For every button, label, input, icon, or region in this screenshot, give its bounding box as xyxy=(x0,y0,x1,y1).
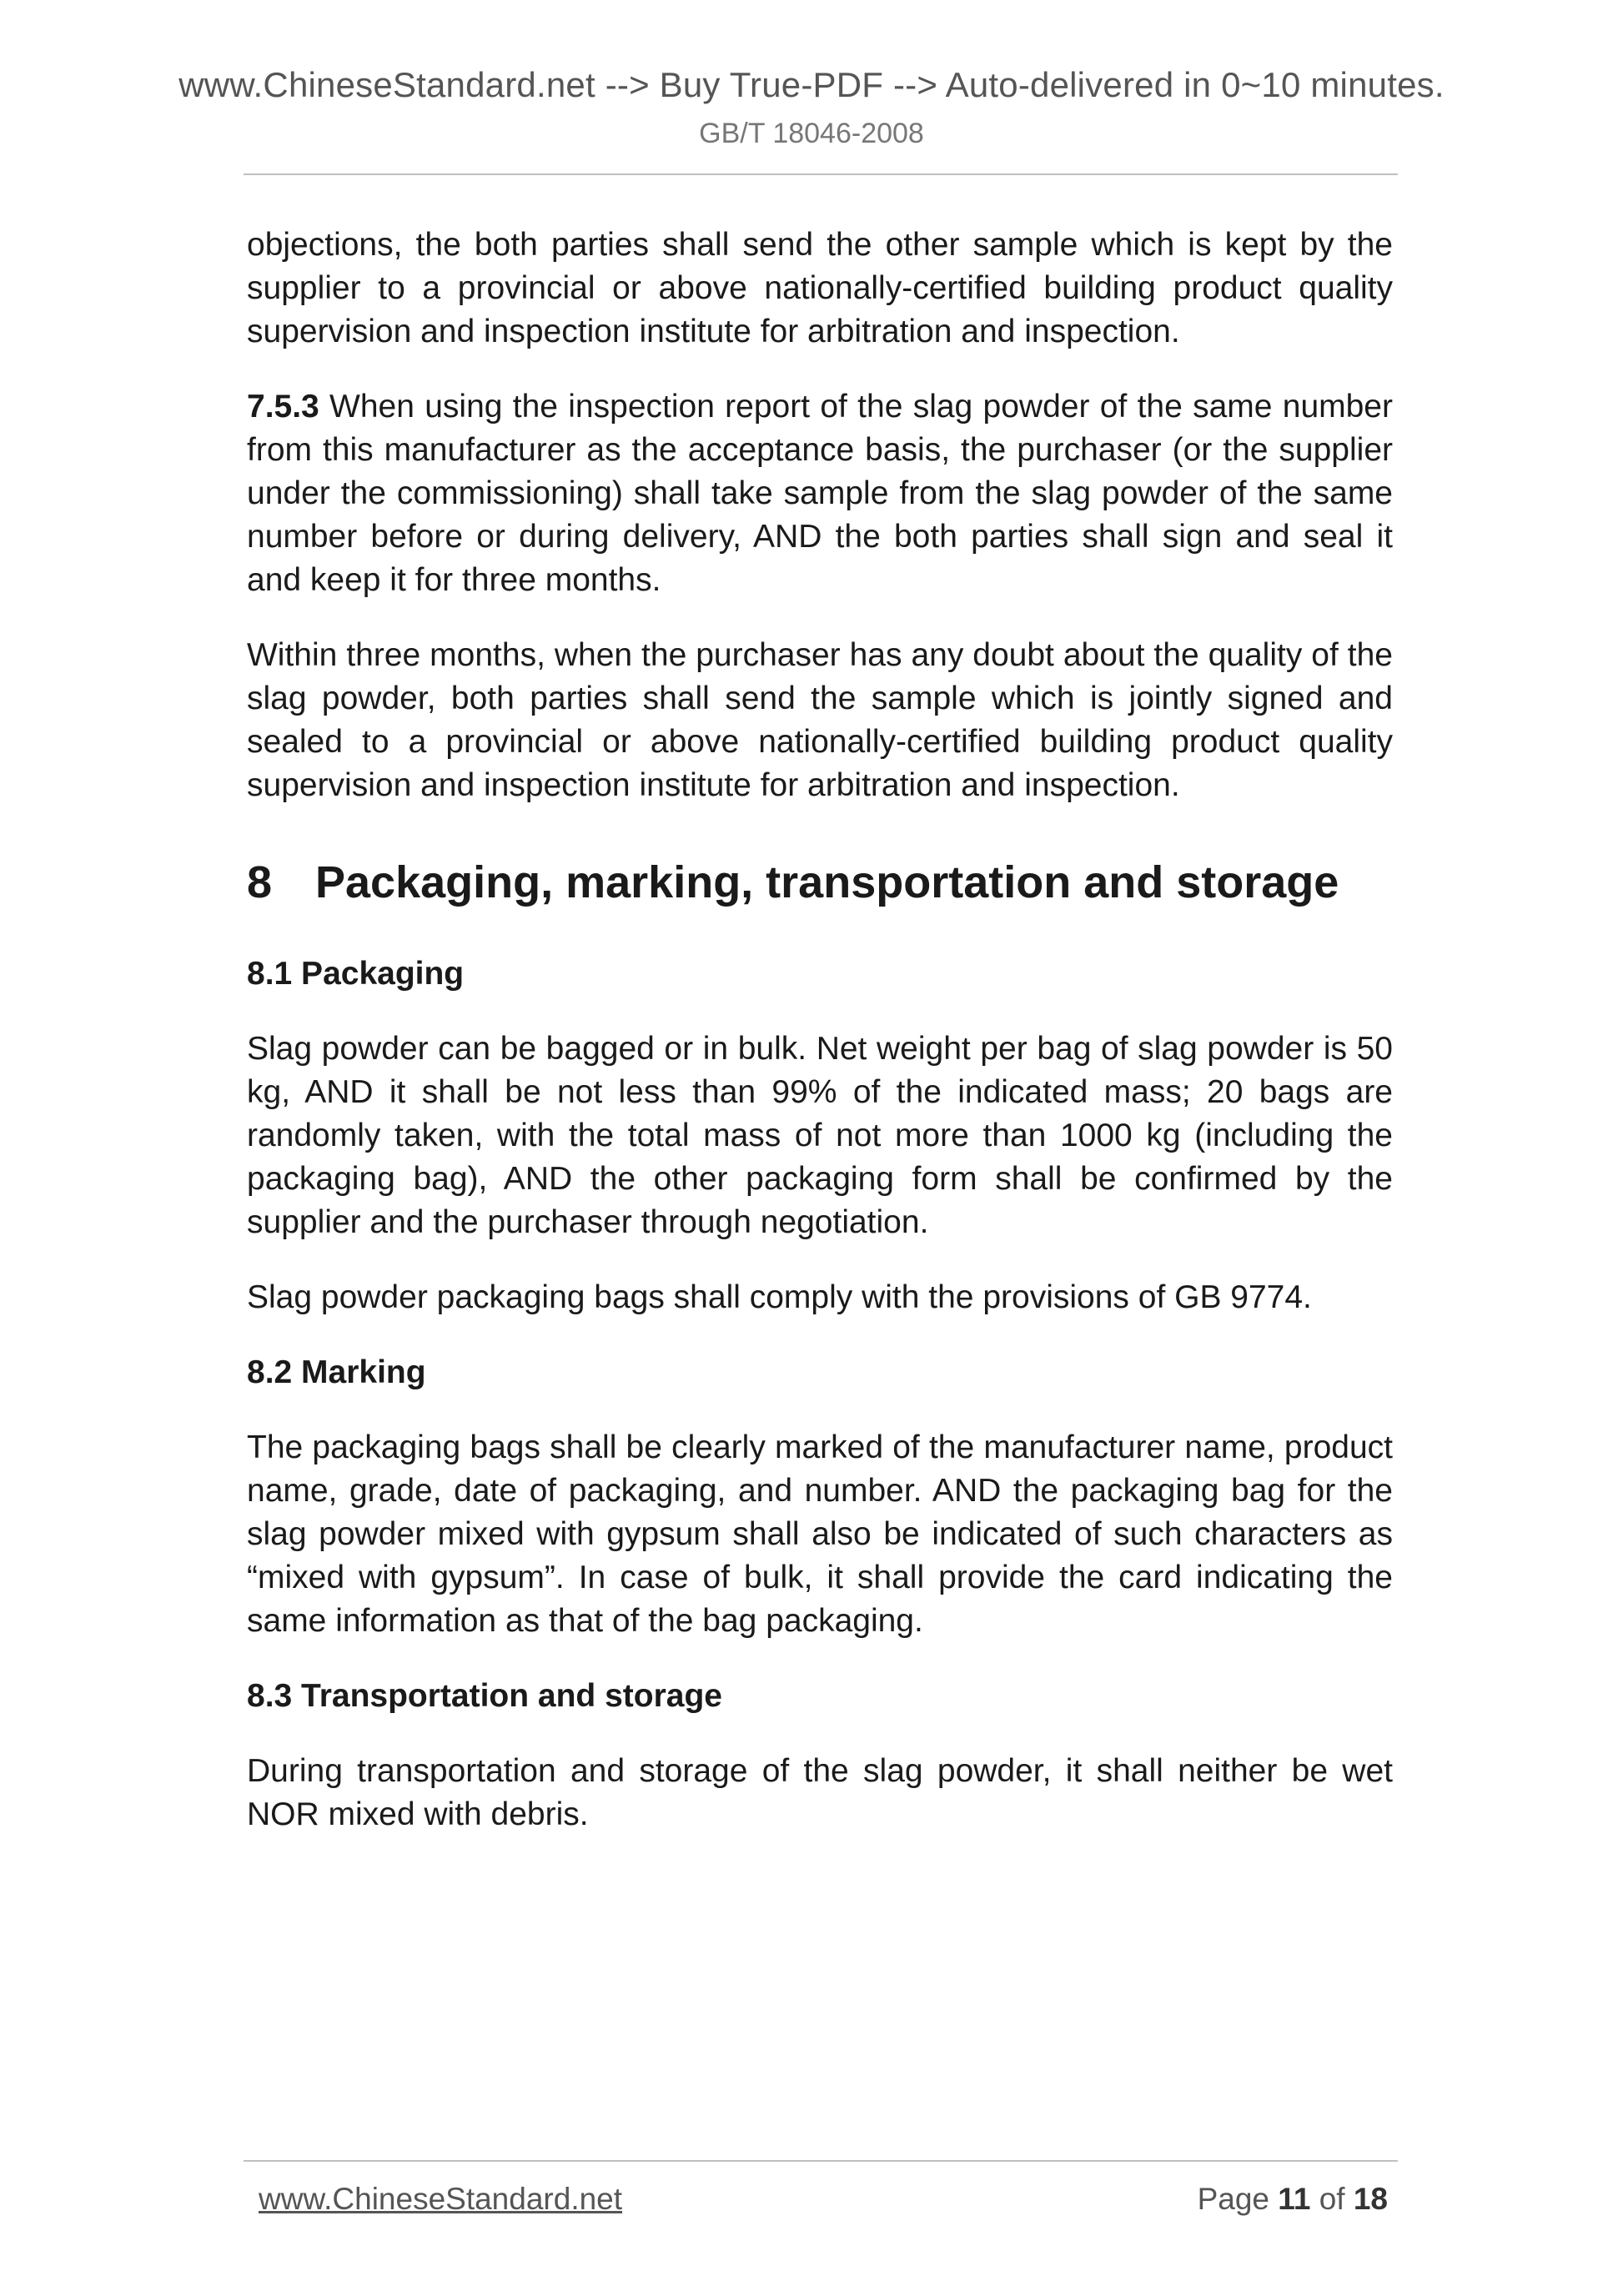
header-banner: www.ChineseStandard.net --> Buy True-PDF --> Auto-delivered in 0~10 minutes. xyxy=(178,65,1445,104)
section-heading-8-2: 8.2 Marking xyxy=(247,1354,426,1390)
page-number xyxy=(1198,2182,1388,2217)
paragraph-objections: objections, the both parties shall send the other sample which is kept by the supplier to a provincial or above nationally-certified building product quality supervision and inspection institute for arbitration and inspection. xyxy=(247,227,1393,349)
page-of: of xyxy=(1319,2182,1345,2216)
section-heading-8-1: 8.1 Packaging xyxy=(247,956,465,992)
clause-number: 7.5.3 xyxy=(247,389,319,425)
clause-text: When using the inspection report of the slag powder of the same number from this manufacturer as the acceptance basis, the purchaser (or the supplier under the commissioning) shall take sample from the slag powder of the same number before or during delivery, AND the both parties shall sign and seal it and keep it for three months. xyxy=(247,389,1393,598)
standard-code: GB/T 18046-2008 xyxy=(699,118,924,149)
chapter-title: Packaging, marking, transportation and storage xyxy=(315,857,1339,907)
paragraph-packaging: Slag powder can be bagged or in bulk. Net weight per bag of slag powder is 50 kg, AND it shall be not less than 99% of the indicated mass; 20 bags are randomly taken, with the total mass of not more than 1000 kg (including the packaging bag), AND the other packaging form shall be confirmed by the supplier and the purchaser through negotiation. xyxy=(247,1031,1393,1240)
paragraph-packaging-bags: Slag powder packaging bags shall comply with the provisions of GB 9774. xyxy=(247,1279,1312,1315)
page-content xyxy=(247,224,1393,1868)
header-divider xyxy=(244,173,1398,175)
footer-website-link[interactable]: www.ChineseStandard.net xyxy=(259,2182,623,2216)
footer-divider xyxy=(244,2160,1398,2162)
page-current: 11 xyxy=(1278,2182,1311,2216)
page-label: Page xyxy=(1197,2182,1270,2216)
paragraph-within-three-months: Within three months, when the purchaser has any doubt about the quality of the slag powder, both parties shall send the sample which is jointly signed and sealed to a provincial or above nationally-certified building product quality supervision and inspection institute for arbitration and inspection. xyxy=(247,637,1393,803)
paragraph-marking: The packaging bags shall be clearly marked of the manufacturer name, product name, grade, date of packaging, and number. AND the packaging bag for the slag powder mixed with gypsum shall also be indicated of such characters as “mixed with gypsum”. In case of bulk, it shall provide the card indicating the same information as that of the bag packaging. xyxy=(247,1429,1393,1639)
paragraph-7-5-3 xyxy=(247,385,1393,602)
section-heading-8-3: 8.3 Transportation and storage xyxy=(247,1678,722,1714)
chapter-heading xyxy=(247,856,1393,909)
chapter-number: 8 xyxy=(247,857,273,907)
paragraph-transportation: During transportation and storage of the slag powder, it shall neither be wet NOR mixed with debris. xyxy=(247,1753,1393,1832)
page-total: 18 xyxy=(1353,2182,1388,2216)
